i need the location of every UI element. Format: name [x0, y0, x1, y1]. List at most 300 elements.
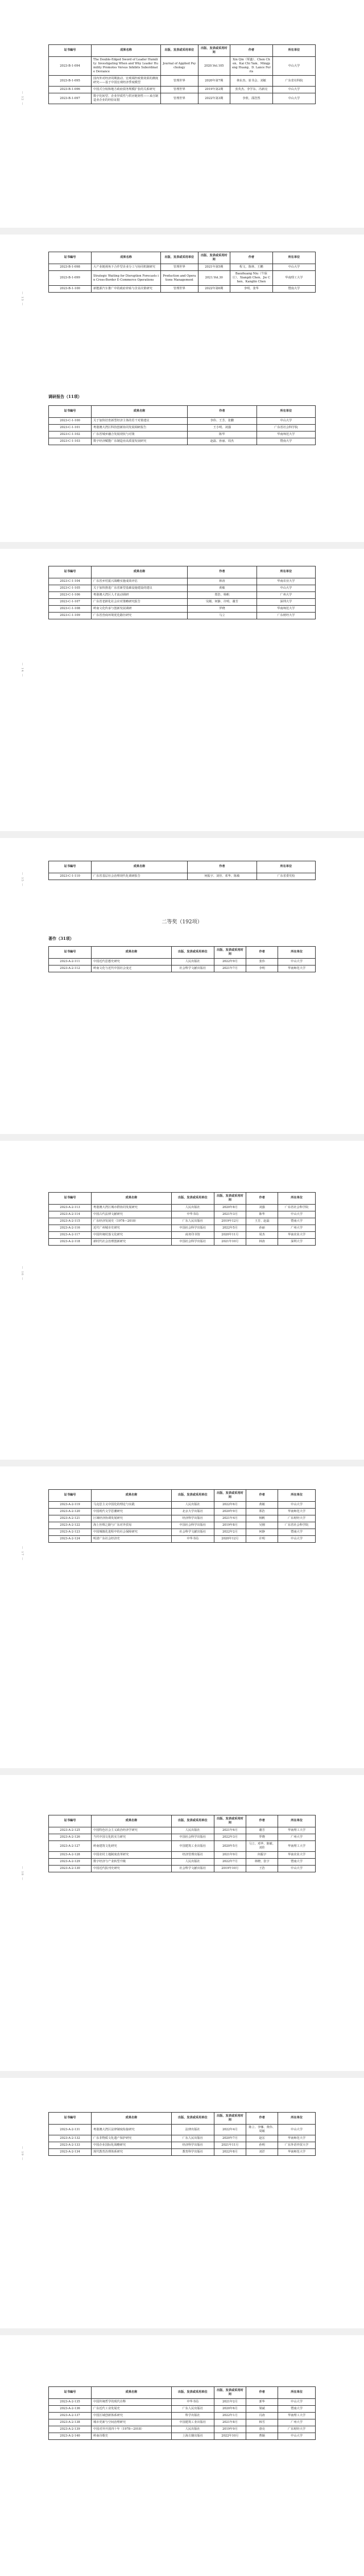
column-header: 所在单位: [278, 1193, 316, 1205]
page-separator: [0, 1134, 364, 1141]
column-header: 作者: [187, 861, 257, 873]
table-row: [49, 1515, 316, 1522]
table-cell: 2021年第5期: [198, 264, 230, 271]
table-cell: 2023-B-1-097: [49, 93, 92, 104]
table-cell: 马立: [187, 613, 257, 619]
table-cell: 社会科学文献出版社: [171, 1529, 214, 1536]
table-cell: 广东省营商环境优化路径研究: [92, 613, 188, 619]
table-cell: 2023-C-1-100: [49, 418, 92, 425]
table-cell: 孙明: [246, 2142, 278, 2149]
column-header: 证书编号: [49, 2113, 92, 2125]
table-cell: 何静: [246, 1529, 278, 1536]
column-header: 成果名称: [92, 45, 161, 57]
table-cell: 李明、张华: [230, 286, 272, 293]
table-cell: 2022年6月: [214, 1502, 246, 1509]
column-header: 证书编号: [49, 1815, 92, 1827]
page-number: — 15 —: [20, 872, 24, 887]
table-header-row: [49, 2113, 316, 2125]
table-cell: 中国近代思想史研究: [92, 959, 172, 966]
table-cell: 人民出版社: [171, 959, 214, 966]
table-row: [49, 93, 316, 104]
table-row: [49, 2125, 316, 2135]
table-cell: 2023-B-1-096: [49, 87, 92, 93]
column-header: 出版、发表或采用时间: [198, 45, 230, 57]
table-cell: 黄敏: [187, 585, 257, 592]
table-row: [49, 2426, 316, 2433]
awards-table: [48, 252, 316, 293]
page-12: [0, 0, 364, 228]
table-cell: 北京大学出版社: [171, 1509, 214, 1515]
table-cell: 2022年9月: [214, 959, 246, 966]
table-cell: 2023-C-1-102: [49, 432, 92, 438]
column-header: 作者: [187, 566, 257, 578]
table-cell: 华南农业大学: [278, 1232, 316, 1239]
table-cell: 粤港澳大湾区科技创新协同发展调研报告: [92, 425, 188, 432]
table-cell: 广东省乡村振兴战略实施成效评估: [92, 578, 188, 585]
table-cell: 2023-A-2-129: [49, 1859, 92, 1866]
table-cell: 林涛: [246, 1239, 278, 1246]
table-cell: 2021年10月: [214, 1239, 246, 1246]
table-cell: 明清广东社会经济史: [92, 1536, 172, 1543]
table-cell: 中华书局: [171, 2399, 214, 2406]
books-table: [48, 2386, 316, 2440]
table-cell: 暨南大学: [278, 2406, 316, 2413]
table-cell: 广东外语外贸大学: [278, 2142, 316, 2149]
table-row: [49, 585, 316, 592]
table-cell: 广州大学: [278, 1834, 316, 1841]
table-row: [49, 1834, 316, 1841]
table-cell: 广东省社会科学院: [278, 1522, 316, 1529]
table-cell: 赵宏: [246, 2135, 278, 2142]
column-header: 证书编号: [49, 566, 92, 578]
column-header: 成果名称: [92, 252, 161, 264]
table-cell: 社会科学文献出版社: [171, 1866, 214, 1872]
page-number: — 14 —: [20, 663, 24, 677]
page-separator: [0, 1768, 364, 1775]
table-cell: 管理世界: [160, 76, 198, 87]
table-cell: 何振宇: [246, 1852, 278, 1859]
table-cell: 郭华: [246, 2399, 278, 2406]
table-row: [49, 2135, 316, 2142]
table-cell: 马立、邓华、陈敏、刘佳: [246, 1841, 278, 1852]
table-cell: 陈立、李娜、黄伟、周敏: [246, 2125, 278, 2135]
table-cell: 近代广州城市史研究: [92, 1225, 172, 1232]
table-header-row: [49, 2387, 316, 2399]
table-cell: 中山大学: [278, 959, 316, 966]
table-cell: Xin Qin（覃鑫）、Chen Chen、Kai Chi Yam、Mingpeng Huang、D. Lance Ferris: [230, 57, 272, 76]
table-cell: 岭南文化传承与创新发展调研: [92, 606, 188, 613]
table-cell: 广东省社会科学院: [257, 425, 315, 432]
table-cell: 管理世界: [160, 93, 198, 104]
table-cell: 华南师范大学: [278, 1509, 316, 1515]
table-cell: 2023-A-2-121: [49, 1515, 92, 1522]
table-cell: 谢芳: [246, 1827, 278, 1834]
table-row: [49, 418, 316, 425]
table-cell: 2023-C-1-101: [49, 425, 92, 432]
table-cell: 2023-A-2-120: [49, 1509, 92, 1515]
column-header: 出版、发表或采用时间: [214, 1193, 246, 1205]
column-header: 出版、发表或采用单位: [160, 252, 198, 264]
table-cell: 唐亮: [246, 2426, 278, 2433]
table-header-row: [49, 1490, 316, 1502]
table-cell: 商务印书馆: [171, 1232, 214, 1239]
table-row: [49, 264, 316, 271]
table-cell: 管理世界: [160, 87, 198, 93]
table-cell: 中国社会科学出版社: [171, 1834, 214, 1841]
table-cell: 2019年10月: [214, 1866, 246, 1872]
table-row: [49, 438, 316, 445]
table-cell: 华南理工大学: [278, 2413, 316, 2419]
column-header: 出版、发表或采用单位: [171, 2387, 214, 2399]
table-cell: 华南师范大学: [278, 2135, 316, 2142]
page-separator: [0, 542, 364, 549]
table-cell: 张伟: [246, 959, 278, 966]
table-cell: 2023-A-2-116: [49, 1225, 92, 1232]
table-cell: 王浩: [246, 1866, 278, 1872]
table-cell: 粤港澳大湾区法律制度衔接研究: [92, 2125, 172, 2135]
column-header: 所在单位: [278, 2387, 316, 2399]
column-header: 作者: [187, 406, 257, 418]
table-cell: 暨南大学: [278, 1218, 316, 1225]
table-cell: 广州大学: [278, 2419, 316, 2426]
table-cell: 李伟、王芳、张鹏: [187, 418, 257, 425]
table-cell: 中国现代文学思潮研究: [92, 1509, 172, 1515]
page-15: [0, 838, 364, 1134]
table-cell: 许明: [246, 1536, 278, 1543]
table-cell: 经济科学出版社: [171, 1515, 214, 1522]
table-cell: 林晓、张宇: [246, 1859, 278, 1866]
table-cell: 2023-A-2-140: [49, 2433, 92, 2440]
table-cell: 暨南大学: [278, 1859, 316, 1866]
table-cell: 中国社会科学出版社: [171, 1239, 214, 1246]
table-row: [49, 2413, 316, 2419]
table-cell: 2019年8月: [214, 1522, 246, 1529]
table-cell: 人民出版社: [171, 1827, 214, 1834]
table-row: [49, 599, 316, 606]
column-header: 证书编号: [49, 406, 92, 418]
table-header-row: [49, 45, 316, 57]
page-separator: [0, 831, 364, 838]
table-row: [49, 1529, 316, 1536]
column-header: 所在单位: [278, 947, 316, 959]
table-cell: 2023-A-2-135: [49, 2399, 92, 2406]
books-table: [48, 1815, 316, 1872]
table-cell: 关于加快培育新型经济主体的若干对策建议: [92, 418, 188, 425]
table-cell: 中国式分权和地方政府债务规模扩张的关系研究: [92, 87, 161, 93]
table-cell: 2023-A-2-118: [49, 1239, 92, 1246]
page-number: — 17 —: [20, 1546, 24, 1561]
column-header: 成果名称: [92, 1490, 172, 1502]
books-table: [48, 1489, 316, 1543]
table-cell: 法律出版社: [171, 2125, 214, 2135]
table-cell: 2022年3月: [214, 1834, 246, 1841]
table-cell: 中山大学: [257, 585, 315, 592]
table-cell: 中国建筑工业出版社: [171, 1841, 214, 1852]
table-cell: 经济管理出版社: [171, 1852, 214, 1859]
table-cell: 人民出版社: [171, 2426, 214, 2433]
table-cell: 郑浩: [246, 1509, 278, 1515]
table-cell: 教育科学出版社: [171, 2149, 214, 2156]
table-cell: Production and Operations Management: [160, 271, 198, 286]
table-cell: 刘强: [246, 1205, 278, 1211]
column-header: 出版、发表或采用时间: [214, 2113, 246, 2125]
table-row: [49, 1239, 316, 1246]
table-cell: 2023-C-1-107: [49, 599, 92, 606]
table-header-row: [49, 406, 316, 418]
table-header-row: [49, 1815, 316, 1827]
table-cell: 深圳大学: [257, 599, 315, 606]
column-header: 证书编号: [49, 861, 92, 873]
table-cell: 中山大学: [257, 418, 315, 425]
column-header: 出版、发表或采用时间: [214, 1815, 246, 1827]
table-cell: 2023-C-1-105: [49, 585, 92, 592]
table-cell: 数字经济赋能广东制造业高质量发展研究: [92, 438, 188, 445]
table-cell: 2021年7月: [214, 966, 246, 972]
table-cell: 2023-A-2-112: [49, 966, 92, 972]
page-14: [0, 549, 364, 831]
books-table: [48, 1192, 316, 1246]
column-header: 作者: [230, 45, 272, 57]
table-cell: 数字经济与产业转型升级: [92, 1859, 172, 1866]
table-cell: Journal of Applied Psychology: [160, 57, 198, 76]
column-header: 证书编号: [49, 947, 92, 959]
table-cell: 2023-C-1-104: [49, 578, 92, 585]
page-separator: [0, 1460, 364, 1466]
research-table: [48, 405, 316, 445]
table-cell: 广东省委党校: [257, 873, 315, 880]
table-cell: 王小明、刘强: [187, 425, 257, 432]
section-title: 调研报告（11项）: [48, 394, 82, 399]
page-number: — 13 —: [20, 291, 24, 306]
column-header: 作者: [230, 252, 272, 264]
table-cell: 2023-A-2-133: [49, 2142, 92, 2149]
table-cell: 华南农业大学: [257, 578, 315, 585]
table-cell: 马克思主义中国化的理论与实践: [92, 1502, 172, 1509]
table-cell: 李欣、邵浩然: [230, 93, 272, 104]
table-cell: 广东非物质文化遗产保护研究: [92, 2135, 172, 2142]
column-header: 出版、发表或采用单位: [171, 1490, 214, 1502]
page-number: — 16 —: [20, 1266, 24, 1281]
column-header: 作者: [246, 1815, 278, 1827]
table-cell: 华南师范大学: [278, 966, 316, 972]
table-cell: 社会科学文献出版社: [171, 966, 214, 972]
table-cell: 2023-A-2-127: [49, 1841, 92, 1852]
table-row: [49, 1827, 316, 1834]
column-header: 成果名称: [92, 1815, 172, 1827]
table-row: [49, 2149, 316, 2156]
table-cell: 郑浩、杨帆: [187, 592, 257, 599]
table-cell: 2021.Vol.30: [198, 271, 230, 286]
column-header: 所在单位: [257, 566, 315, 578]
table-cell: 岭南文化与近代中国社会变迁: [92, 966, 172, 972]
table-cell: 岭南诗歌史: [92, 2433, 172, 2440]
table-cell: 2023-A-2-139: [49, 2426, 92, 2433]
column-header: 成果名称: [92, 861, 188, 873]
table-cell: 中华书局: [171, 1211, 214, 1218]
table-cell: 中国特色社会主义政治经济学研究: [92, 1827, 172, 1834]
table-cell: 人民出版社: [171, 1502, 214, 1509]
table-cell: 中山大学: [272, 264, 315, 271]
table-cell: 广东省老龄化社会应对策略研究报告: [92, 599, 188, 606]
table-cell: 2020.Vol.105: [198, 57, 230, 76]
table-cell: 林东杰、崔书会、刘敏: [230, 76, 272, 87]
table-cell: 中山大学: [278, 1866, 316, 1872]
table-cell: 2023-B-1-099: [49, 271, 92, 286]
table-cell: 中山大学: [278, 2399, 316, 2406]
table-cell: 区域经济协调发展研究: [92, 1515, 172, 1522]
table-cell: 粤港澳大湾区城市群协同发展研究: [92, 1205, 172, 1211]
table-cell: 粤港澳大湾区人才流动调研: [92, 592, 188, 599]
research-table: [48, 566, 316, 619]
table-cell: 林涛: [187, 578, 257, 585]
table-cell: 何振宇、刘佳、邓华、陈敏: [187, 873, 257, 880]
table-row: [49, 1211, 316, 1218]
table-cell: 2020年7月: [214, 2135, 246, 2142]
table-cell: 中山大学: [278, 1502, 316, 1509]
table-cell: 曹颖: [246, 2433, 278, 2440]
table-cell: 2023-A-2-131: [49, 2125, 92, 2135]
table-cell: 大产业链视角下合作型企业分工与协同机制研究: [92, 264, 161, 271]
table-row: [49, 1509, 316, 1515]
table-cell: 中山大学: [278, 2433, 316, 2440]
table-cell: 冯涛: [246, 2413, 278, 2419]
table-cell: 2023-B-1-095: [49, 76, 92, 87]
table-cell: 程文、陈林、王鹏: [230, 264, 272, 271]
column-header: 成果名称: [92, 2387, 172, 2399]
table-cell: 2020年5月: [214, 1841, 246, 1852]
table-cell: The Double-Edged Sword of Leader Humility: Investigating When and Why Leader Humility Promotes Versus Inhibits Subordinate Deviance: [92, 57, 161, 76]
table-cell: 管理世界: [160, 286, 198, 293]
table-row: [49, 1859, 316, 1866]
table-cell: 中华书局: [171, 1536, 214, 1543]
table-row: [49, 1522, 316, 1529]
table-cell: 中国城镇化进程中的社会保障研究: [92, 1529, 172, 1536]
table-row: [49, 271, 316, 286]
table-cell: 王芳、赵磊: [246, 1218, 278, 1225]
table-cell: 广东省社会科学院: [278, 1205, 316, 1211]
table-row: [49, 966, 316, 972]
table-header-row: [49, 947, 316, 959]
table-cell: 广东财经大学: [278, 2426, 316, 2433]
table-cell: 2023-A-2-132: [49, 2135, 92, 2142]
column-header: 证书编号: [49, 2387, 92, 2399]
table-cell: 中国传统哲学的现代诠释: [92, 2399, 172, 2406]
table-cell: 人民出版社: [171, 1205, 214, 1211]
column-header: 出版、发表或采用时间: [198, 252, 230, 264]
table-cell: 2023-A-2-130: [49, 1866, 92, 1872]
column-header: 所在单位: [278, 2113, 316, 2125]
table-row: [49, 432, 316, 438]
table-cell: 科学出版社: [171, 2413, 214, 2419]
table-cell: 中国企业国际化战略研究: [92, 2142, 172, 2149]
books-table: [48, 946, 316, 972]
table-cell: 2021年8月: [214, 2419, 246, 2426]
table-cell: 国内外对经济周期波动、宏观调控政策效果的测度研究——基于中国宏观经济季度模型: [92, 76, 161, 87]
table-cell: 广东经济发展史（1978—2018）: [92, 1218, 172, 1225]
table-cell: 2023-C-1-106: [49, 592, 92, 599]
table-row: [49, 2406, 316, 2413]
table-cell: 2023-A-2-138: [49, 2419, 92, 2426]
table-row: [49, 87, 316, 93]
column-header: 成果名称: [92, 566, 188, 578]
table-cell: 中国区域创新体系研究: [92, 2413, 172, 2419]
table-row: [49, 959, 316, 966]
table-cell: 华南师范大学: [278, 2149, 316, 2156]
table-cell: Strategic Waiting for Disruption Forecasts in Cross-Border E-Commerce Operations: [92, 271, 161, 286]
table-cell: 中国近代报刊史研究: [92, 1866, 172, 1872]
table-cell: 现代教育治理体系研究: [92, 2149, 172, 2156]
table-cell: 中国农村土地制度改革研究: [92, 1852, 172, 1859]
table-cell: 2022年第6期: [198, 286, 230, 293]
table-cell: 黄敏: [246, 1502, 278, 1509]
table-cell: 中国传统村落文化研究: [92, 1232, 172, 1239]
table-cell: 广东省社科院: [272, 76, 315, 87]
column-header: 成果名称: [92, 406, 188, 418]
table-cell: 2023-A-2-117: [49, 1232, 92, 1239]
table-cell: 2023-A-2-137: [49, 2413, 92, 2419]
column-header: 出版、发表或采用时间: [214, 947, 246, 959]
table-cell: 华南理工大学: [272, 271, 315, 286]
table-cell: 2022年2月: [214, 1529, 246, 1536]
column-header: 所在单位: [272, 252, 315, 264]
table-cell: 2020年6月: [214, 2406, 246, 2413]
awards-table: [48, 44, 316, 104]
table-row: [49, 1225, 316, 1232]
table-cell: 中国社会科学出版社: [171, 1522, 214, 1529]
table-cell: 2023-C-1-108: [49, 606, 92, 613]
column-header: 作者: [246, 2113, 278, 2125]
table-cell: 2023-A-2-111: [49, 959, 92, 966]
table-cell: 陈华: [246, 1211, 278, 1218]
column-header: 作者: [246, 2387, 278, 2399]
table-cell: 吴刚: [246, 1522, 278, 1529]
table-cell: 深圳大学: [278, 1239, 316, 1246]
table-row: [49, 873, 316, 880]
column-header: 证书编号: [49, 252, 92, 264]
page-19: [0, 2078, 364, 2328]
table-cell: 广东财经大学: [257, 613, 315, 619]
table-cell: 2020年9月: [214, 1509, 246, 1515]
table-header-row: [49, 1193, 316, 1205]
table-row: [49, 2419, 316, 2426]
page-separator: [0, 228, 364, 235]
table-cell: 广东省基层社会治理现代化调研报告: [92, 873, 188, 880]
table-cell: 2020年第7期: [198, 76, 230, 87]
table-cell: 中国建筑工业出版社: [171, 2419, 214, 2426]
table-cell: 吴刚、何静、许明、谢芳: [187, 599, 257, 606]
table-cell: 2023-A-2-128: [49, 1852, 92, 1859]
table-cell: 张英杰、李学东、冯新亮: [230, 87, 272, 93]
table-cell: 杨帆: [246, 1515, 278, 1522]
table-cell: 管理世界: [160, 264, 198, 271]
table-cell: 广州大学: [278, 1225, 316, 1232]
column-header: 证书编号: [49, 45, 92, 57]
award-tier-title: 二等奖（192项）: [162, 919, 202, 925]
table-cell: 关于加快推进广东省新型基础设施建设的建议: [92, 585, 188, 592]
column-header: 成果名称: [92, 2113, 172, 2125]
table-cell: 经济科学出版社: [171, 2142, 214, 2149]
column-header: 出版、发表或采用单位: [171, 947, 214, 959]
table-cell: 广东人民出版社: [171, 2406, 214, 2413]
table-cell: 人民出版社: [171, 1859, 214, 1866]
page-17: [0, 1466, 364, 1768]
page-16: [0, 1141, 364, 1460]
page-number: — 12 —: [20, 91, 24, 106]
table-row: [49, 2142, 316, 2149]
table-cell: 2021年2月: [214, 2399, 246, 2406]
page-number: — 18 —: [20, 1866, 24, 1881]
column-header: 所在单位: [278, 1490, 316, 1502]
